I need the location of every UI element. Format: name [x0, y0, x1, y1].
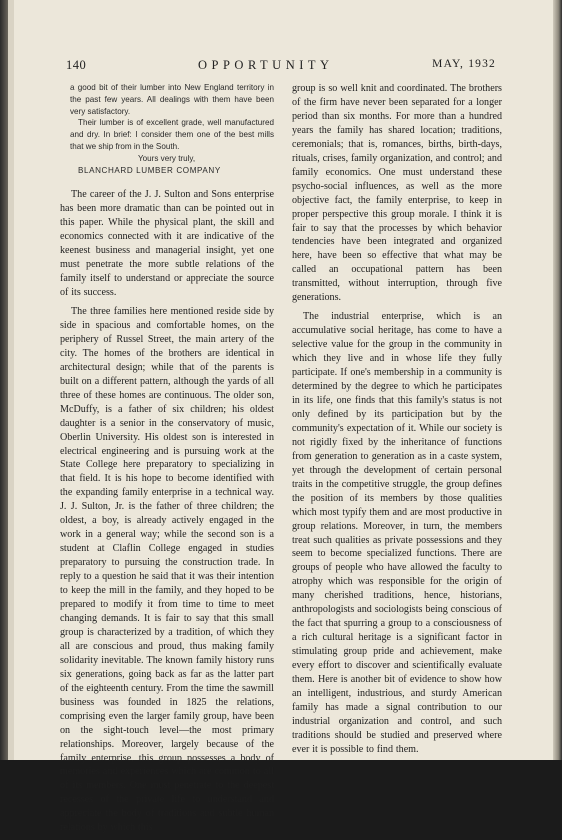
left-column [60, 82, 274, 840]
article-paragraph: The career of the J. J. Sulton and Sons enterprise has been more dramatic than can be pointed out in this paper. While the physical plant, the skill and economics connected with it are indicative of the keenest business and managerial insight, yet one must penetrate the more subtle relations of the family itself to understand or appreciate the source of its success. [60, 189, 274, 299]
letter-paragraph: a good bit of their lumber into New England territory in the past few years. All dealings with them have been very satisfactory. [70, 83, 274, 116]
article-body-left [60, 188, 274, 835]
page-number: 140 [66, 58, 87, 72]
magazine-title: OPPORTUNITY [198, 58, 334, 72]
article-body-right [292, 82, 502, 757]
running-header [66, 58, 496, 74]
quoted-letter [60, 82, 274, 176]
letter-signature: BLANCHARD LUMBER COMPANY [78, 165, 221, 175]
article-paragraph: The industrial enterprise, which is an accumulative social heritage, has come to have a selective value for the group in the community in which they live and in whose life they fully participate. If one's membership in a community is determined by the degree to which he participates in its life, one finds that this family's status is not only defined by its participation but by the community's expectation of it. While our society is not rigidly fixed by the inheritance of functions from generation to generation as in a caste system, yet through the development of certain personal traits in the competitive struggle, the group defines the position of its members by those qualities which most typify them and are most productive in group relations. Moreover, in turn, the members treat such qualities as private possessions and they seem to become specialized functions. There are groups of people who have allowed the faculty to atrophy which was responsible for the origin of many cherished traditions, hence, historians, anthropologists and sociologists being conscious of the fact that spurring a group to a consciousness of a rich cultural heritage is a significant factor in stimulating group pride and achievement, make every effort to discover and scientifically evaluate them. Here is another bit of evidence to show how an intelligent, industrious, and sturdy American family has made a signal contribution to our industrial organization and control, and such traditions should be studied and preserved where ever it is possible to find them. [292, 311, 502, 755]
right-column [292, 82, 502, 762]
letter-paragraph: Their lumber is of excellent grade, well manufactured and dry. In brief: I consider them one of the best mills that we ship from in the South. [70, 118, 274, 151]
issue-date: MAY, 1932 [432, 58, 496, 70]
letter-closing: Yours very truly, [138, 153, 196, 163]
page-edge [553, 0, 562, 760]
article-paragraph: group is so well knit and coordinated. The brothers of the firm have never been separated for a longer period than six months. For more than a hundred years the family has shared location; traditions, ceremonials; that is, romances, births, birth-days, rituals, crises, family organization, and control; and family economics. One must understand these psycho-social influences, as well as the more objective fact, the family enterprise, to keep in proper perspective this group morale. I think it is fair to say that the processes by which behavior tendencies have been integrated and organized here, have been so effective that what may be called an occupational pattern has been transmitted, without interruption, through five generations. [292, 83, 502, 304]
book-binding [0, 0, 8, 760]
article-paragraph: The three families here mentioned reside side by side in spacious and comfortable homes, on the periphery of Russel Street, the main artery of the city. The homes of the brothers are identical in architectural design; while that of the parents is built on a different pattern, although the yards of all three of these homes are continuous. The older son, McDuffy, is a father of six children; his oldest daughter is a senior in the conservatory of music, Oberlin University. His oldest son is interested in electrical engineering and is pursuing work at the State College here preparatory to specializing in that field. It is his hope to become identified with the expanding family enterprise in a technical way. J. J. Sulton, Jr. is the father of three children; the oldest, a boy, is already actively engaged in the work in a general way; while the second son is a student at Claflin College engaged in studies preparatory to pursuing the construction trade. In reply to a question he said that it was their intention to keep the mill in the family, and they hoped to be prepared to modify it from time to time to meet changing demands. It is fair to say that this small group is characterized by a tradition, of which they all are conscious and proud, thus making family solidarity inevitable. The known family history runs six generations, going back as far as the latter part of the eighteenth century. From the time the sawmill business was founded in 1825 the relations, comprising even the larger family group, have been on the sight-touch level—the most primary relationships. Moreover, largely because of the family enterprise, this group possesses a body of memories and experiences which are common to all of its members. One must penetrate to the deepest recesses of the private life to understand and appreciate the body of traditions and subtle human relations by which this [60, 306, 274, 834]
